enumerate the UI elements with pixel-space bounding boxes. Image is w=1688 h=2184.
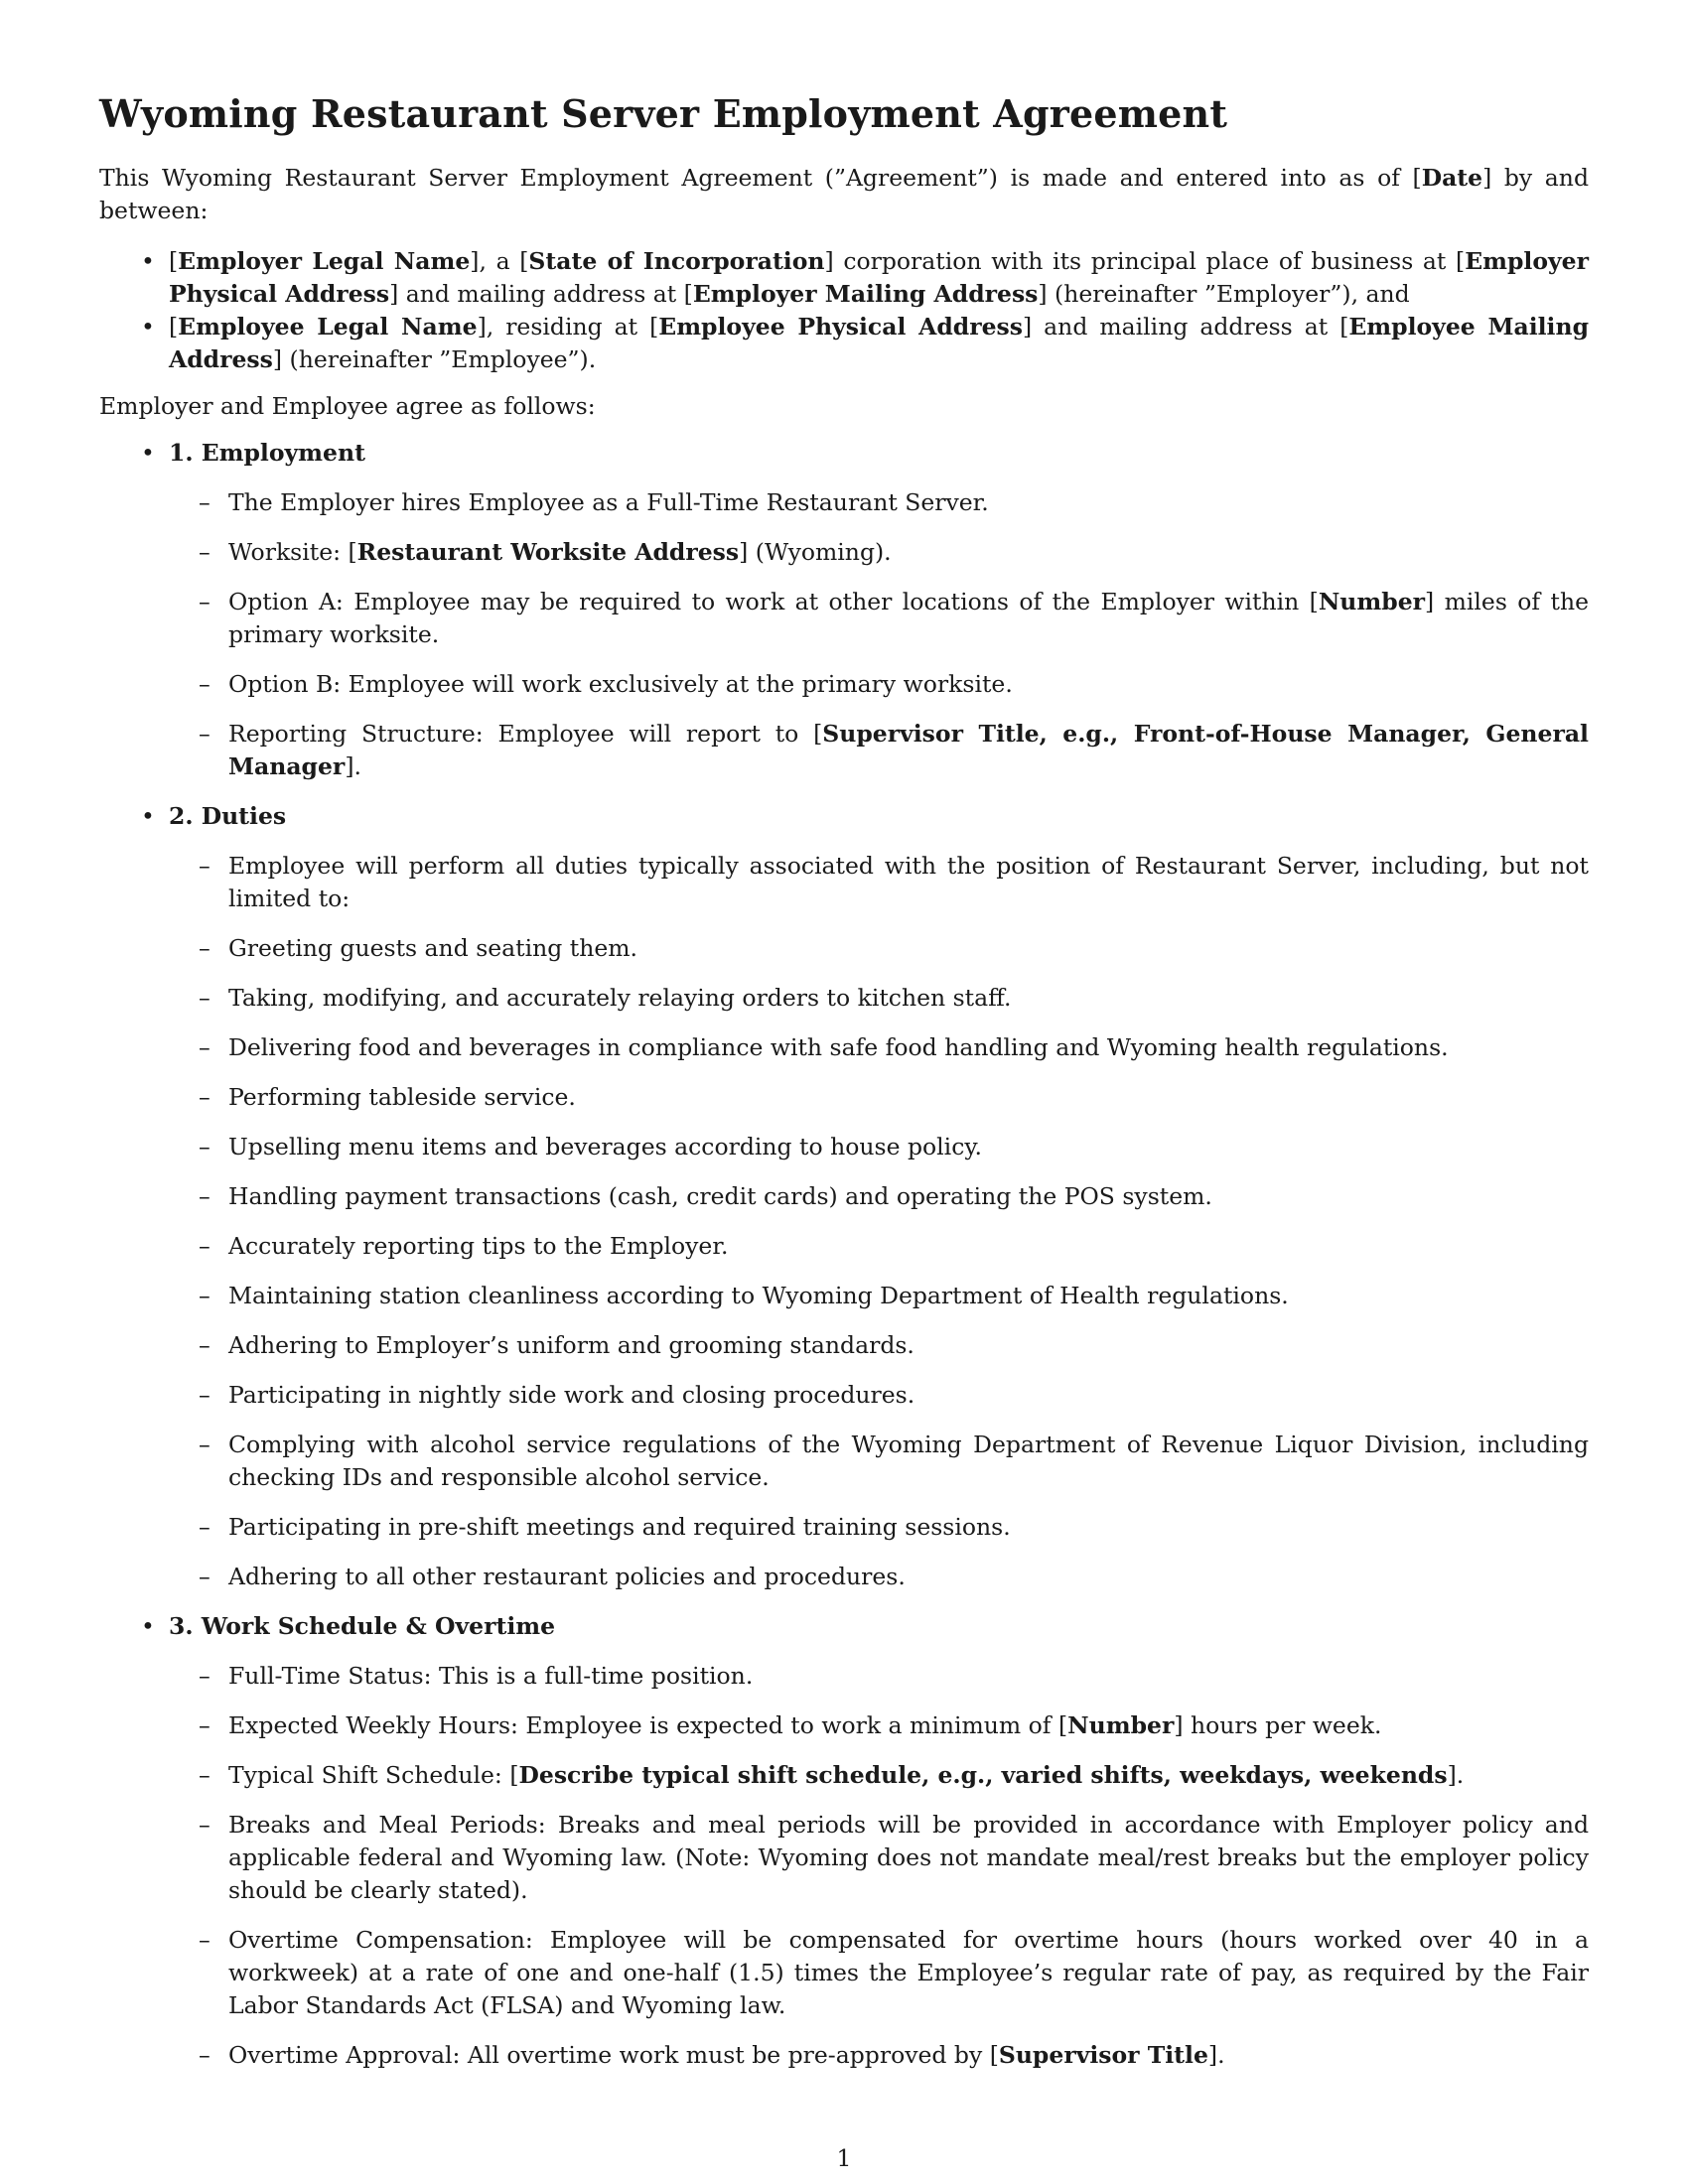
page-number: 1 — [836, 2144, 852, 2172]
dash: – — [199, 1282, 211, 1309]
item-text: ]. — [1207, 2041, 1225, 2069]
party-text: ] (hereinafter ”Employee”). — [272, 345, 597, 373]
worksite-placeholder: Restaurant Worksite Address — [356, 538, 740, 566]
dash: – — [199, 538, 211, 566]
date-placeholder: Date — [1421, 164, 1483, 192]
item-text: Performing tableside service. — [228, 1083, 576, 1111]
section-work-schedule — [141, 1610, 1589, 2072]
item-text: Option B: Employee will work exclusively at the primary worksite. — [228, 670, 1013, 698]
list-item — [199, 932, 1589, 965]
section-employment — [141, 437, 1589, 783]
list-item — [199, 1809, 1589, 1907]
item-text: Taking, modifying, and accurately relaying orders to kitchen staff. — [228, 984, 1012, 1012]
section-heading-text: 2. Duties — [169, 802, 287, 830]
section-items — [169, 850, 1589, 1593]
employee-physical-address-placeholder: Employee Physical Address — [658, 313, 1023, 341]
list-item — [199, 1180, 1589, 1213]
list-item — [199, 586, 1589, 651]
item-text: ]. — [345, 752, 361, 780]
item-text: Adhering to Employer’s uniform and grooming standards. — [228, 1331, 914, 1359]
item-text: Delivering food and beverages in compliance with safe food handling and Wyoming health regulations. — [228, 1033, 1449, 1061]
dash: – — [199, 1761, 211, 1789]
item-text: Overtime Approval: All overtime work must be pre-approved by [ — [228, 2041, 999, 2069]
section-heading — [141, 437, 1589, 470]
list-item — [199, 1329, 1589, 1362]
dash: – — [199, 1513, 211, 1541]
dash: – — [199, 2041, 211, 2069]
section-heading-text: 1. Employment — [169, 439, 365, 467]
list-item — [199, 1379, 1589, 1412]
item-text: The Employer hires Employee as a Full-Time Restaurant Server. — [228, 488, 989, 516]
list-item — [199, 1230, 1589, 1263]
dash: – — [199, 1926, 211, 1954]
dash: – — [199, 1381, 211, 1409]
parties-list — [99, 245, 1589, 376]
list-item — [199, 1081, 1589, 1114]
item-text: Breaks and Meal Periods: Breaks and meal periods will be provided in accordance with Employer policy and applicable federal and Wyoming law. (Note: Wyoming does not mandate meal/rest breaks but the employer policy should be clearly stated). — [228, 1811, 1589, 1904]
section-heading — [141, 800, 1589, 833]
dash: – — [199, 1232, 211, 1260]
dash: – — [199, 1083, 211, 1111]
party-text: ] (hereinafter ”Employer”), and — [1038, 280, 1410, 308]
item-text: Option A: Employee may be required to work at other locations of the Employer within [ — [228, 588, 1319, 615]
item-text: Employee will perform all duties typically associated with the position of Restaurant Server, including, but not limited to: — [228, 852, 1589, 912]
party-text: ], a [ — [470, 247, 529, 275]
item-text: Maintaining station cleanliness according to Wyoming Department of Health regulations. — [228, 1282, 1289, 1309]
dash: – — [199, 1662, 211, 1690]
hours-placeholder: Number — [1067, 1711, 1175, 1739]
list-item — [199, 1031, 1589, 1064]
item-text: Handling payment transactions (cash, credit cards) and operating the POS system. — [228, 1182, 1212, 1210]
dash: – — [199, 1811, 211, 1839]
employee-name-placeholder: Employee Legal Name — [178, 313, 478, 341]
employer-physical-address-placeholder: Employer Physical Address — [169, 247, 1589, 308]
party-employer: • [Employer Legal Name], a [State of Incorporation] corporation with its principal place of business at [Employer Physical Address] and mailing address at [Employer Mailing Address] (hereinafter ”Employer”), and — [141, 247, 1589, 308]
list-item — [199, 850, 1589, 915]
item-text: Reporting Structure: Employee will report to [ — [228, 720, 823, 748]
item-text: Expected Weekly Hours: Employee is expected to work a minimum of [ — [228, 1711, 1068, 1739]
employer-name-placeholder: Employer Legal Name — [178, 247, 471, 275]
list-item — [199, 2039, 1589, 2072]
section-duties — [141, 800, 1589, 1593]
list-item — [199, 668, 1589, 701]
state-placeholder: State of Incorporation — [528, 247, 825, 275]
item-text: ]. — [1447, 1761, 1465, 1789]
list-item — [199, 1709, 1589, 1742]
dash: – — [199, 1182, 211, 1210]
party-employee: • [Employee Legal Name], residing at [Employee Physical Address] and mailing address at [Employee Mailing Address] (hereinafter ”Employee”). — [141, 313, 1589, 373]
list-item — [199, 1924, 1589, 2022]
party-text: ], residing at [ — [477, 313, 659, 341]
item-text: Complying with alcohol service regulations of the Wyoming Department of Revenue Liquor Division, including checking IDs and responsible alcohol service. — [228, 1431, 1589, 1491]
item-text: Worksite: [ — [228, 538, 357, 566]
item-text: Accurately reporting tips to the Employer. — [228, 1232, 729, 1260]
employee-mailing-address-placeholder: Employee Mailing Address — [169, 313, 1589, 373]
list-item — [199, 1429, 1589, 1494]
dash: – — [199, 670, 211, 698]
list-item — [199, 982, 1589, 1015]
item-text: Typical Shift Schedule: [ — [228, 1761, 519, 1789]
list-item — [199, 718, 1589, 783]
bullet: • — [141, 247, 155, 275]
dash: – — [199, 1563, 211, 1590]
dash: – — [199, 1711, 211, 1739]
party-text: ] and mailing address at [ — [389, 280, 693, 308]
dash: – — [199, 934, 211, 962]
dash: – — [199, 852, 211, 880]
item-text: Participating in pre-shift meetings and required training sessions. — [228, 1513, 1011, 1541]
section-items — [169, 486, 1589, 783]
document-title: Wyoming Restaurant Server Employment Agreement — [99, 91, 1228, 136]
miles-placeholder: Number — [1318, 588, 1426, 615]
item-text: Greeting guests and seating them. — [228, 934, 638, 962]
party-text: ] corporation with its principal place of business at [ — [824, 247, 1466, 275]
list-item — [199, 1280, 1589, 1312]
dash: – — [199, 1331, 211, 1359]
dash: – — [199, 1033, 211, 1061]
item-text: Upselling menu items and beverages according to house policy. — [228, 1133, 982, 1160]
section-heading-text: 3. Work Schedule & Overtime — [169, 1612, 556, 1640]
bullet: • — [141, 802, 155, 830]
list-item — [199, 486, 1589, 519]
item-text: Adhering to all other restaurant policies and procedures. — [228, 1563, 906, 1590]
dash: – — [199, 720, 211, 748]
item-text: ] miles of the primary worksite. — [228, 588, 1589, 648]
bullet: • — [141, 1612, 155, 1640]
section-items — [169, 1660, 1589, 2072]
dash: – — [199, 1133, 211, 1160]
list-item — [199, 1561, 1589, 1593]
sections-list — [99, 437, 1589, 2072]
bullet: • — [141, 313, 155, 341]
item-text: Full-Time Status: This is a full-time position. — [228, 1662, 754, 1690]
list-item — [199, 1131, 1589, 1163]
intro-text: This Wyoming Restaurant Server Employment Agreement (”Agreement”) is made and entered into as of [ — [99, 164, 1422, 192]
supervisor-title-placeholder: Supervisor Title — [998, 2041, 1208, 2069]
intro-text: ] by and between: — [99, 164, 1589, 224]
item-text: ] hours per week. — [1174, 1711, 1382, 1739]
list-item — [199, 1511, 1589, 1544]
dash: – — [199, 984, 211, 1012]
document-page — [99, 91, 1589, 2089]
dash: – — [199, 588, 211, 615]
dash: – — [199, 1431, 211, 1458]
intro-paragraph — [99, 162, 1589, 227]
item-text: ] (Wyoming). — [739, 538, 892, 566]
item-text: Overtime Compensation: Employee will be compensated for overtime hours (hours worked over 40 in a workweek) at a rate of one and one-half (1.5) times the Employee’s regular rate of pay, as required by the Fair Labor Standards Act (FLSA) and Wyoming law. — [228, 1926, 1589, 2019]
dash: – — [199, 488, 211, 516]
agree-line: Employer and Employee agree as follows: — [99, 392, 596, 420]
item-text: Participating in nightly side work and closing procedures. — [228, 1381, 915, 1409]
list-item — [199, 1660, 1589, 1693]
party-text: ] and mailing address at [ — [1023, 313, 1349, 341]
supervisor-placeholder: Supervisor Title, e.g., Front-of-House Manager, General Manager — [228, 720, 1589, 780]
employer-mailing-address-placeholder: Employer Mailing Address — [692, 280, 1039, 308]
bullet: • — [141, 439, 155, 467]
shift-schedule-placeholder: Describe typical shift schedule, e.g., varied shifts, weekdays, weekends — [518, 1761, 1448, 1789]
section-heading — [141, 1610, 1589, 1643]
list-item — [199, 536, 1589, 569]
list-item — [199, 1759, 1589, 1792]
